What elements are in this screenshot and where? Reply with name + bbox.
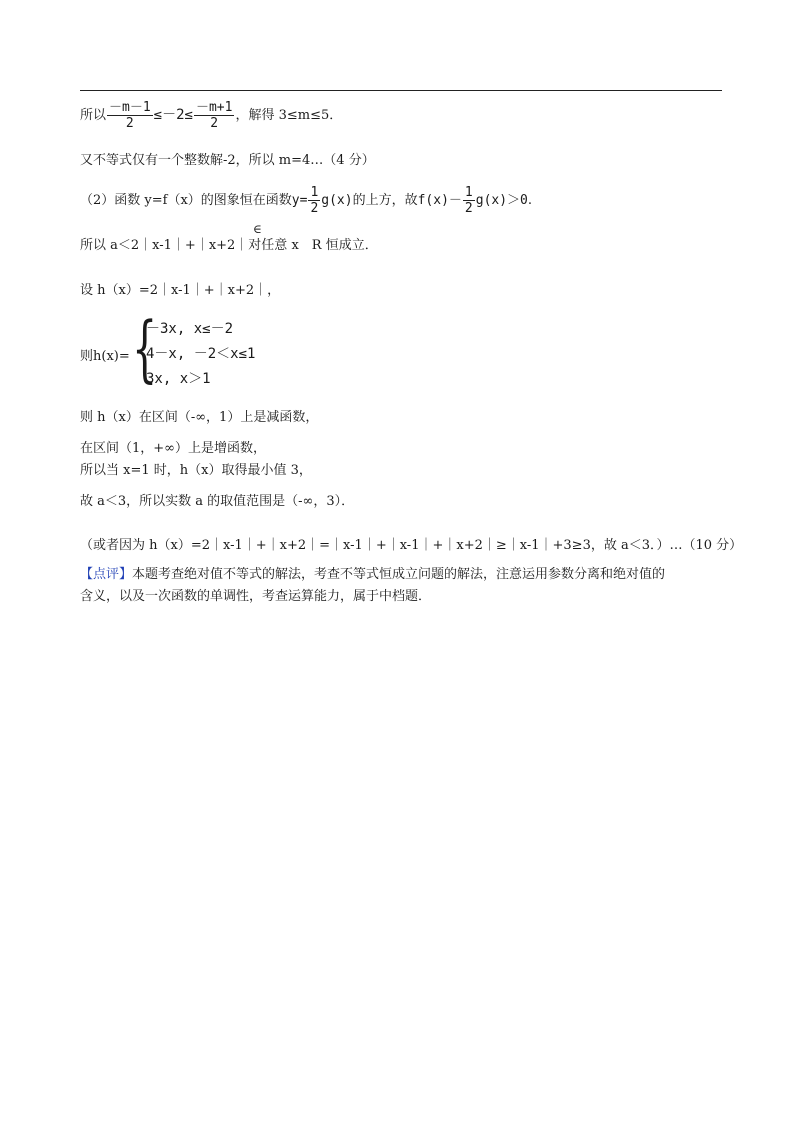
line1-middle: ≤－2≤ (153, 107, 193, 123)
comment-line-2: 含义，以及一次函数的单调性，考查运算能力，属于中档题． (80, 589, 432, 604)
fraction-2-numerator: －m+1 (195, 100, 233, 115)
comment-text-1: 本题考查绝对值不等式的解法，考查不等式恒成立问题的解法，注意运用参数分离和绝对值的 (132, 567, 666, 582)
fraction-1-numerator: －m－1 (109, 100, 151, 115)
line3-f-part: f(x)－ (417, 193, 462, 208)
solution-line-2: 又不等式仅有一个整数解-2，所以 m=4…（4 分） (80, 153, 375, 168)
solution-line-1 (80, 100, 342, 131)
piecewise-case-3: 3x, x＞1 (146, 371, 211, 387)
solution-line-9: 故 a＜3，所以实数 a 的取值范围是（-∞，3）． (80, 494, 355, 509)
piecewise-case-1: －3x, x≤－2 (146, 321, 234, 337)
solution-line-8: 所以当 x=1 时，h（x）取得最小值 3， (80, 463, 312, 478)
line3-y-eq: y= (291, 193, 308, 208)
solution-line-10: （或者因为 h（x）=2｜x-1｜+｜x+2｜=｜x-1｜+｜x-1｜+｜x+2｜≥｜x-1｜+3≥3，故 a＜3．）…（10 分） (80, 538, 743, 553)
solution-line-5: 设 h（x）=2｜x-1｜+｜x+2｜， (80, 283, 281, 298)
line1-suffix: ，解得 3≤m≤5． (235, 108, 343, 123)
line3-mid: 的上方，故 (352, 193, 418, 208)
fraction-3-numerator: 1 (310, 185, 319, 200)
piecewise-case-2: 4－x, －2＜x≤1 (146, 346, 256, 362)
fraction-1 (107, 100, 153, 131)
comment-line-1 (80, 567, 665, 583)
solution-line-6: 则 h（x）在区间（-∞，1）上是减函数， (80, 410, 319, 425)
line3-g2: g(x)＞0 (475, 193, 528, 208)
fraction-3 (308, 185, 320, 216)
piecewise-brace: { (132, 306, 158, 390)
line1-prefix: 所以 (80, 108, 107, 123)
line3-suffix: . (527, 193, 533, 208)
fraction-3-denominator: 2 (310, 201, 319, 216)
header-rule (80, 90, 722, 91)
element-of-symbol: ∈ (253, 222, 262, 236)
solution-line-7: 在区间（1，+∞）上是增函数， (80, 441, 266, 456)
line3-g1: g(x) (321, 193, 353, 208)
comment-tag: 【点评】 (80, 567, 133, 582)
fraction-2 (194, 100, 234, 131)
piecewise-label: 则h(x)= (80, 349, 130, 364)
solution-line-4: 所以 a＜2｜x-1｜+｜x+2｜对任意 x R 恒成立． (80, 238, 378, 253)
fraction-2-denominator: 2 (210, 116, 219, 131)
line3-prefix: （2）函数 y=f（x）的图象恒在函数 (80, 193, 292, 208)
fraction-4-numerator: 1 (464, 185, 473, 200)
fraction-1-denominator: 2 (125, 116, 134, 131)
fraction-4-denominator: 2 (464, 201, 473, 216)
solution-line-3 (80, 185, 532, 216)
fraction-4 (463, 185, 475, 216)
